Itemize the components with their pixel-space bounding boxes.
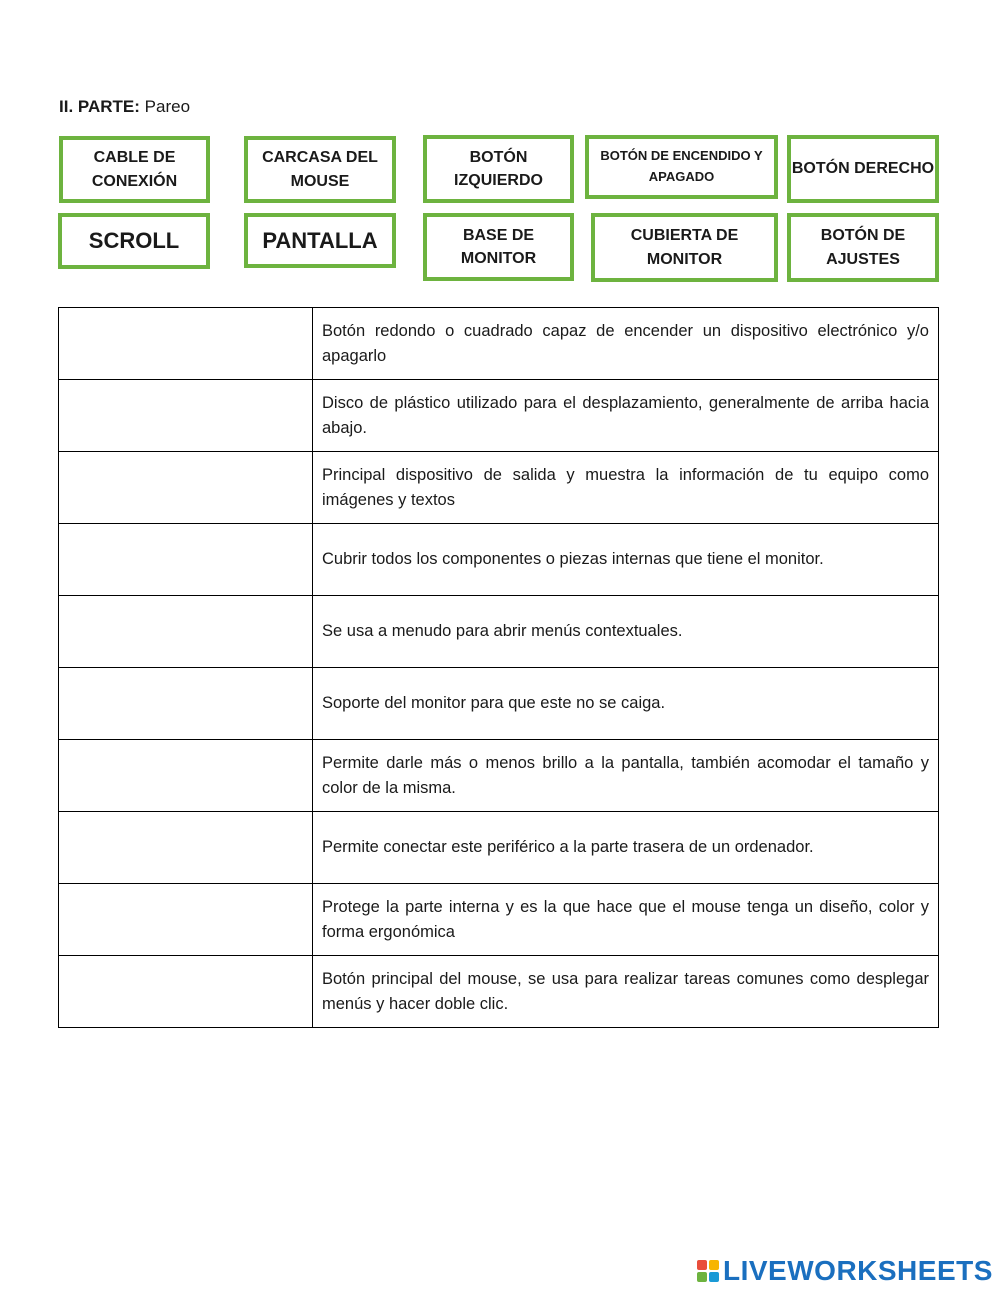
section-heading-bold: II. PARTE:	[59, 97, 140, 116]
answer-cell[interactable]	[59, 740, 313, 812]
table-row	[59, 380, 939, 452]
card-base-monitor[interactable]: BASE DE MONITOR	[423, 213, 574, 281]
card-cubierta-monitor[interactable]: CUBIERTA DE MONITOR	[591, 213, 778, 282]
description-cell: Disco de plástico utilizado para el desplazamiento, generalmente de arriba hacia abajo.	[313, 380, 939, 452]
table-row	[59, 956, 939, 1028]
description-cell: Se usa a menudo para abrir menús contextuales.	[313, 596, 939, 668]
card-scroll[interactable]: SCROLL	[58, 213, 210, 269]
answer-cell[interactable]	[59, 380, 313, 452]
logo-square	[709, 1272, 719, 1282]
card-boton-izquierdo[interactable]: BOTÓN IZQUIERDO	[423, 135, 574, 203]
drop-zone[interactable]	[59, 524, 312, 595]
drop-zone[interactable]	[59, 308, 312, 379]
answer-cell[interactable]	[59, 308, 313, 380]
drop-zone[interactable]	[59, 740, 312, 811]
logo-icon	[697, 1260, 719, 1282]
description-cell: Protege la parte interna y es la que hace que el mouse tenga un diseño, color y forma ergonómica	[313, 884, 939, 956]
description-cell: Soporte del monitor para que este no se caiga.	[313, 668, 939, 740]
section-heading-title: Pareo	[144, 97, 191, 116]
answer-cell[interactable]	[59, 812, 313, 884]
table-row	[59, 452, 939, 524]
description-cell: Cubrir todos los componentes o piezas internas que tiene el monitor.	[313, 524, 939, 596]
matching-table	[58, 307, 939, 1028]
answer-cell[interactable]	[59, 668, 313, 740]
description-cell: Botón redondo o cuadrado capaz de encender un dispositivo electrónico y/o apagarlo	[313, 308, 939, 380]
answer-cell[interactable]	[59, 956, 313, 1028]
description-cell: Permite conectar este periférico a la parte trasera de un ordenador.	[313, 812, 939, 884]
card-cable-conexion[interactable]: CABLE DE CONEXIÓN	[59, 136, 210, 203]
logo-square	[709, 1260, 719, 1270]
table-row	[59, 740, 939, 812]
table-row	[59, 884, 939, 956]
table-row	[59, 668, 939, 740]
drop-zone[interactable]	[59, 812, 312, 883]
logo-square	[697, 1272, 707, 1282]
drop-zone[interactable]	[59, 884, 312, 955]
card-boton-encendido[interactable]: BOTÓN DE ENCENDIDO Y APAGADO	[585, 135, 778, 199]
table-row	[59, 812, 939, 884]
table-row	[59, 524, 939, 596]
description-cell: Principal dispositivo de salida y muestra la información de tu equipo como imágenes y textos	[313, 452, 939, 524]
table-row	[59, 596, 939, 668]
drop-zone[interactable]	[59, 452, 312, 523]
drop-zone[interactable]	[59, 956, 312, 1027]
card-pantalla[interactable]: PANTALLA	[244, 213, 396, 268]
description-cell: Permite darle más o menos brillo a la pantalla, también acomodar el tamaño y color de la misma.	[313, 740, 939, 812]
answer-cell[interactable]	[59, 524, 313, 596]
drop-zone[interactable]	[59, 668, 312, 739]
section-heading	[59, 97, 190, 117]
liveworksheets-logo	[697, 1254, 993, 1288]
drop-zone[interactable]	[59, 596, 312, 667]
card-boton-ajustes[interactable]: BOTÓN DE AJUSTES	[787, 213, 939, 282]
card-carcasa-mouse[interactable]: CARCASA DEL MOUSE	[244, 136, 396, 203]
answer-cell[interactable]	[59, 884, 313, 956]
logo-square	[697, 1260, 707, 1270]
answer-cell[interactable]	[59, 452, 313, 524]
answer-cell[interactable]	[59, 596, 313, 668]
description-cell: Botón principal del mouse, se usa para realizar tareas comunes como desplegar menús y hacer doble clic.	[313, 956, 939, 1028]
card-boton-derecho[interactable]: BOTÓN DERECHO	[787, 135, 939, 203]
drop-zone[interactable]	[59, 380, 312, 451]
table-row	[59, 308, 939, 380]
logo-text: LIVEWORKSHEETS	[723, 1255, 993, 1286]
